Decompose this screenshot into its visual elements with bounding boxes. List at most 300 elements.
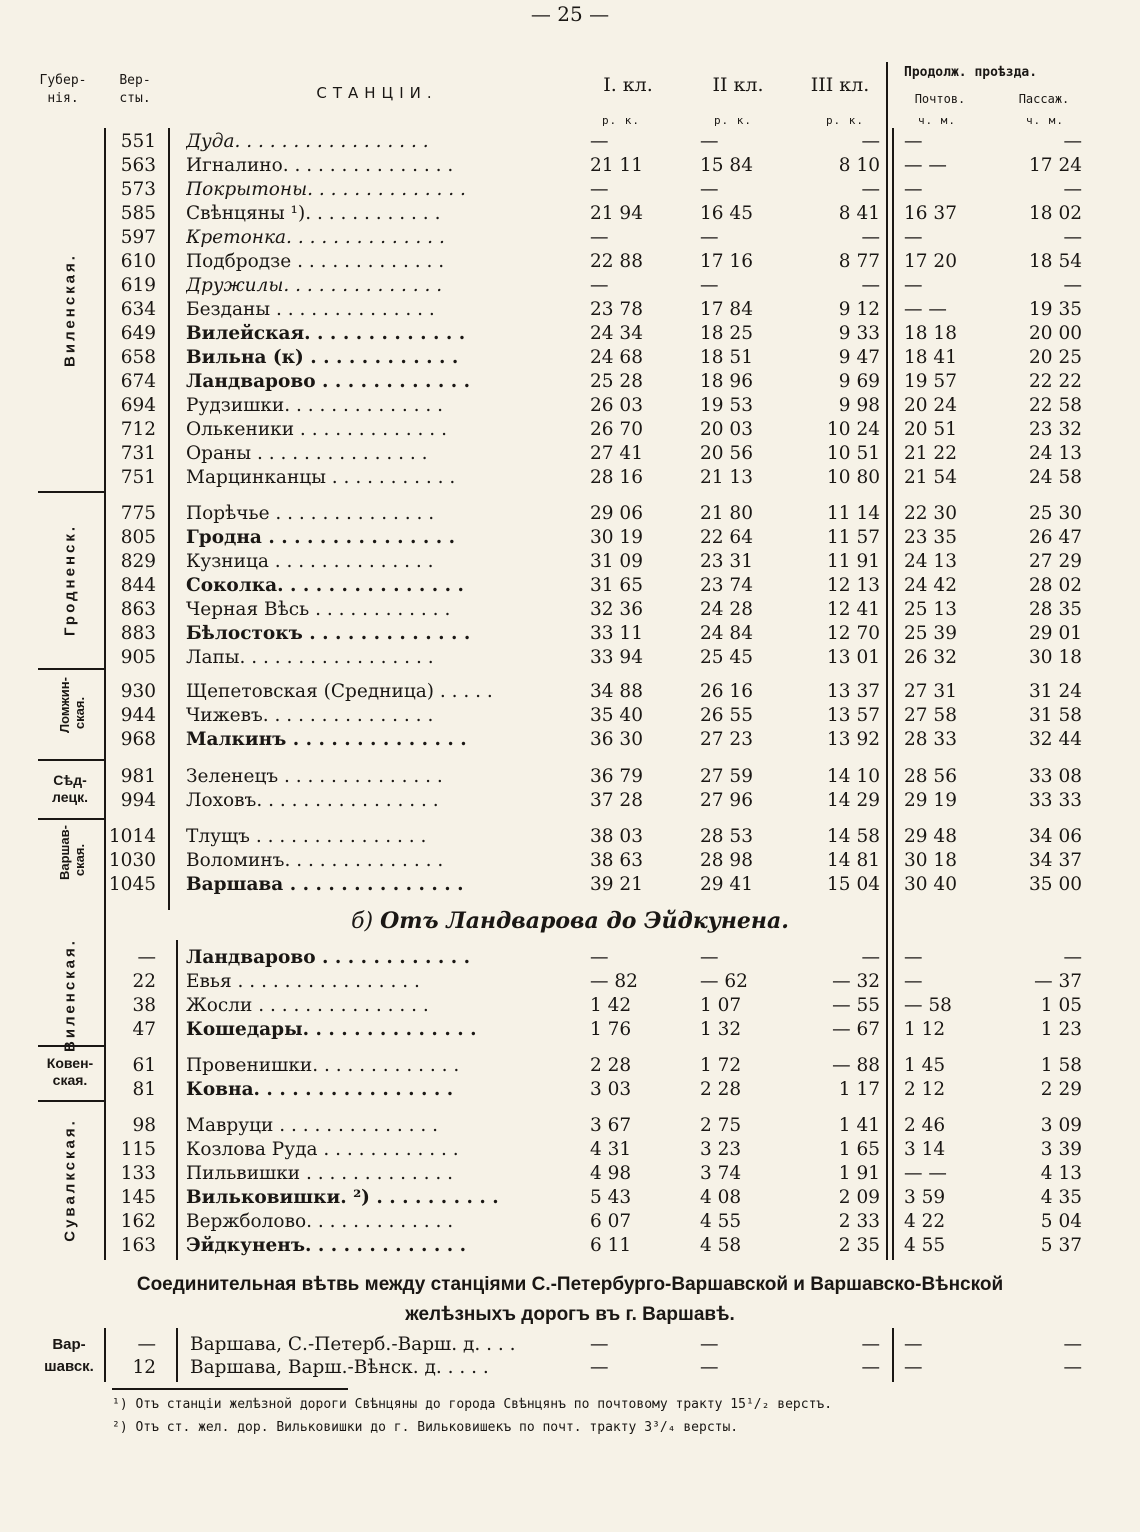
fare-class-1-cell: 39 21 — [590, 874, 643, 895]
duration-passenger-cell: 34 06 — [1029, 826, 1082, 847]
duration-postal-cell: 1 12 — [904, 1019, 946, 1040]
verst-cell: 694 — [120, 395, 156, 416]
table-row — [0, 130, 1140, 154]
station-name-cell: Вержболово. . . . . . . . . . . . . — [186, 1211, 454, 1232]
fare-class-1-cell: — 82 — [590, 971, 638, 992]
duration-postal-cell: 29 19 — [904, 790, 957, 811]
station-name-cell: Лапы. . . . . . . . . . . . . . . . . — [186, 647, 434, 668]
duration-passenger-cell: 1 58 — [1040, 1055, 1082, 1076]
fare-class-3-cell: — — [861, 131, 880, 152]
fare-class-3-cell: 1 17 — [838, 1079, 880, 1100]
section-b-title: Отъ Ландварова до Эйдкунена. — [380, 908, 789, 934]
duration-passenger-cell: 22 22 — [1029, 371, 1082, 392]
verst-cell: 944 — [120, 705, 156, 726]
station-name-cell: Эйдкуненъ. . . . . . . . . . . . . — [186, 1235, 467, 1256]
fare-class-2-cell: 23 31 — [700, 551, 753, 572]
verst-cell: — — [137, 1334, 156, 1355]
verst-cell: 674 — [120, 371, 156, 392]
fare-class-3-cell: 15 04 — [827, 874, 880, 895]
duration-postal-cell: 2 12 — [904, 1079, 946, 1100]
table-row — [0, 1162, 1140, 1186]
duration-passenger-cell: 3 09 — [1040, 1115, 1082, 1136]
verst-cell: 1030 — [108, 850, 156, 871]
station-name-cell: Варшава, Варш.-Вѣнск. д. . . . . — [190, 1357, 489, 1378]
table-row — [0, 789, 1140, 813]
verst-cell: 829 — [120, 551, 156, 572]
table-row — [0, 1333, 1140, 1357]
verst-cell: 115 — [120, 1139, 156, 1160]
duration-passenger-cell: — — [1063, 947, 1082, 968]
gov-lomzhinskaya: Ломжин- ская. — [57, 677, 87, 733]
station-name-cell: Козлова Руда . . . . . . . . . . . . — [186, 1139, 459, 1160]
verst-cell: 619 — [120, 275, 156, 296]
station-name-cell: Дружилы. . . . . . . . . . . . . . — [186, 275, 443, 296]
table-row — [0, 274, 1140, 298]
fare-class-2-cell: — — [700, 1334, 719, 1355]
fare-class-2-cell: 24 84 — [700, 623, 753, 644]
verst-cell: 634 — [120, 299, 156, 320]
duration-postal-cell: — — — [904, 1163, 947, 1184]
fare-class-2-cell: 20 03 — [700, 419, 753, 440]
table-row — [0, 1078, 1140, 1102]
duration-passenger-cell: 30 18 — [1029, 647, 1082, 668]
fare-class-1-cell: 29 06 — [590, 503, 643, 524]
fare-class-3-cell: 8 77 — [838, 251, 880, 272]
header-rub-kop-2: р. к. — [713, 114, 753, 127]
verst-cell: 162 — [120, 1211, 156, 1232]
fare-class-1-cell: — — [590, 1357, 609, 1378]
duration-passenger-cell: 32 44 — [1029, 729, 1082, 750]
duration-postal-cell: 23 35 — [904, 527, 957, 548]
fare-class-3-cell: 10 80 — [827, 467, 880, 488]
duration-postal-cell: 18 41 — [904, 347, 957, 368]
verst-cell: 551 — [120, 131, 156, 152]
verst-cell: 61 — [132, 1055, 156, 1076]
duration-postal-cell: 16 37 — [904, 203, 957, 224]
table-row — [0, 1018, 1140, 1042]
duration-passenger-cell: — — [1063, 275, 1082, 296]
fare-class-3-cell: 14 29 — [827, 790, 880, 811]
fare-class-3-cell: 2 35 — [838, 1235, 880, 1256]
fare-class-2-cell: 2 28 — [700, 1079, 742, 1100]
fare-class-2-cell: 1 72 — [700, 1055, 742, 1076]
header-passenger: Пассаж. — [1018, 92, 1070, 106]
verst-cell: 98 — [132, 1115, 156, 1136]
duration-passenger-cell: 27 29 — [1029, 551, 1082, 572]
verst-cell: 775 — [120, 503, 156, 524]
fare-class-1-cell: 25 28 — [590, 371, 643, 392]
verst-cell: 844 — [120, 575, 156, 596]
duration-passenger-cell: 23 32 — [1029, 419, 1082, 440]
section-b-prefix: б) — [351, 909, 374, 934]
station-name-cell: Чижевъ. . . . . . . . . . . . . . . — [186, 705, 434, 726]
station-name-cell: Кретонка. . . . . . . . . . . . . . — [186, 227, 445, 248]
station-name-cell: Пильвишки . . . . . . . . . . . . . — [186, 1163, 454, 1184]
fare-class-2-cell: 28 98 — [700, 850, 753, 871]
fare-class-1-cell: 38 63 — [590, 850, 643, 871]
station-name-cell: Кузница . . . . . . . . . . . . . . — [186, 551, 434, 572]
duration-postal-cell: — 58 — [904, 995, 952, 1016]
verst-cell: — — [137, 947, 156, 968]
fare-class-1-cell: — — [590, 1334, 609, 1355]
fare-class-2-cell: — 62 — [700, 971, 748, 992]
fare-class-1-cell: 1 76 — [590, 1019, 632, 1040]
duration-postal-cell: 25 13 — [904, 599, 957, 620]
station-name-cell: Вильна (к) . . . . . . . . . . . . — [186, 347, 459, 368]
fare-class-2-cell: 4 58 — [700, 1235, 742, 1256]
table-row — [0, 1054, 1140, 1078]
duration-postal-cell: 24 13 — [904, 551, 957, 572]
fare-class-1-cell: — — [590, 227, 609, 248]
header-versty-line1: Вер- — [119, 73, 151, 88]
table-row — [0, 370, 1140, 394]
header-versty — [104, 72, 166, 108]
header-class-3: III кл. — [810, 74, 870, 96]
header-gubernia-line2: нія. — [47, 91, 79, 106]
fare-class-2-cell: — — [700, 131, 719, 152]
fare-class-1-cell: 34 88 — [590, 681, 643, 702]
station-name-cell: Зеленецъ . . . . . . . . . . . . . . — [186, 766, 443, 787]
fare-class-1-cell: 36 30 — [590, 729, 643, 750]
duration-postal-cell: — — [904, 1334, 923, 1355]
fare-class-2-cell: 24 28 — [700, 599, 753, 620]
duration-postal-cell: — — [904, 131, 923, 152]
fare-class-2-cell: 27 23 — [700, 729, 753, 750]
table-row — [0, 502, 1140, 526]
table-row — [0, 1356, 1140, 1380]
fare-class-1-cell: 35 40 — [590, 705, 643, 726]
fare-class-1-cell: — — [590, 275, 609, 296]
table-row — [0, 849, 1140, 873]
fare-class-3-cell: — 67 — [832, 1019, 880, 1040]
table-row — [0, 442, 1140, 466]
duration-postal-cell: — — [904, 947, 923, 968]
station-name-cell: Вильковишки. ²) . . . . . . . . . . — [186, 1187, 499, 1208]
duration-postal-cell: 4 55 — [904, 1235, 946, 1256]
duration-postal-cell: 29 48 — [904, 826, 957, 847]
station-name-cell: Евья . . . . . . . . . . . . . . . . — [186, 971, 420, 992]
fare-class-3-cell: 9 33 — [838, 323, 880, 344]
station-name-cell: Воломинъ. . . . . . . . . . . . . . — [186, 850, 444, 871]
duration-postal-cell: 28 56 — [904, 766, 957, 787]
station-name-cell: Гродна . . . . . . . . . . . . . . . — [186, 527, 456, 548]
fare-class-3-cell: 11 14 — [827, 503, 880, 524]
table-row — [0, 622, 1140, 646]
fare-class-3-cell: — 55 — [832, 995, 880, 1016]
station-name-cell: Подбродзе . . . . . . . . . . . . . — [186, 251, 445, 272]
fare-class-1-cell: 38 03 — [590, 826, 643, 847]
table-row — [0, 346, 1140, 370]
header-postal: Почтов. — [914, 92, 966, 106]
duration-postal-cell: — — — [904, 155, 947, 176]
duration-passenger-cell: 31 58 — [1029, 705, 1082, 726]
fare-class-3-cell: 9 47 — [838, 347, 880, 368]
duration-postal-cell: 4 22 — [904, 1211, 946, 1232]
fare-class-3-cell: 8 41 — [838, 203, 880, 224]
station-name-cell: Варшава . . . . . . . . . . . . . . — [186, 874, 464, 895]
fare-class-3-cell: 13 57 — [827, 705, 880, 726]
verst-cell: 905 — [120, 647, 156, 668]
station-name-cell: Малкинъ . . . . . . . . . . . . . . — [186, 729, 467, 750]
table-row — [0, 178, 1140, 202]
verst-cell: 133 — [120, 1163, 156, 1184]
duration-passenger-cell: 24 58 — [1029, 467, 1082, 488]
fare-class-2-cell: 4 55 — [700, 1211, 742, 1232]
fare-class-2-cell: — — [700, 227, 719, 248]
verst-cell: 930 — [120, 681, 156, 702]
fare-class-2-cell: 20 56 — [700, 443, 753, 464]
table-row — [0, 704, 1140, 728]
fare-class-3-cell: 8 10 — [838, 155, 880, 176]
fare-class-2-cell: 16 45 — [700, 203, 753, 224]
fare-class-3-cell: 1 41 — [838, 1115, 880, 1136]
table-row — [0, 646, 1140, 670]
verst-cell: 968 — [120, 729, 156, 750]
duration-postal-cell: 26 32 — [904, 647, 957, 668]
fare-class-2-cell: 28 53 — [700, 826, 753, 847]
rule-gov-4 — [38, 818, 104, 820]
duration-postal-cell: 24 42 — [904, 575, 957, 596]
fare-class-1-cell: 36 79 — [590, 766, 643, 787]
fare-class-2-cell: 1 32 — [700, 1019, 742, 1040]
duration-passenger-cell: 20 00 — [1029, 323, 1082, 344]
duration-passenger-cell: — — [1063, 1334, 1082, 1355]
fare-class-2-cell: 21 13 — [700, 467, 753, 488]
fare-class-1-cell: 26 70 — [590, 419, 643, 440]
station-name-cell: Ландварово . . . . . . . . . . . . — [186, 371, 471, 392]
fare-class-3-cell: — — [861, 1357, 880, 1378]
fare-class-2-cell: 19 53 — [700, 395, 753, 416]
page-number: — 25 — — [530, 2, 610, 26]
station-name-cell: Тлущъ . . . . . . . . . . . . . . . — [186, 826, 427, 847]
fare-class-3-cell: 13 92 — [827, 729, 880, 750]
fare-class-1-cell: 22 88 — [590, 251, 643, 272]
fare-class-1-cell: 27 41 — [590, 443, 643, 464]
table-row — [0, 526, 1140, 550]
verst-cell: 145 — [120, 1187, 156, 1208]
header-class-2: II кл. — [712, 74, 764, 96]
duration-postal-cell: 22 30 — [904, 503, 957, 524]
table-row — [0, 154, 1140, 178]
table-row — [0, 970, 1140, 994]
rule-gov-3 — [38, 759, 104, 761]
duration-passenger-cell: — — [1063, 131, 1082, 152]
connecting-branch-title — [60, 1270, 1080, 1330]
fare-class-3-cell: 12 41 — [827, 599, 880, 620]
fare-class-1-cell: 3 67 — [590, 1115, 632, 1136]
duration-postal-cell: — — — [904, 299, 947, 320]
fare-class-3-cell: — — [861, 947, 880, 968]
table-row — [0, 825, 1140, 849]
footnote-1: ¹) Отъ станціи желѣзной дороги Свѣнцяны до города Свѣнцянъ по почтовому тракту 15¹/₂ верстъ. — [112, 1397, 833, 1412]
fare-class-1-cell: 33 94 — [590, 647, 643, 668]
verst-cell: 47 — [132, 1019, 156, 1040]
table-row — [0, 574, 1140, 598]
fare-class-3-cell: 11 91 — [827, 551, 880, 572]
section-b-heading — [0, 908, 1140, 934]
connecting-title-line1: Соединительная вѣтвь между станціями С.-Петербурго-Варшавской и Варшавско-Вѣнской — [136, 1274, 1004, 1295]
fare-class-1-cell: 23 78 — [590, 299, 643, 320]
fare-class-1-cell: 21 94 — [590, 203, 643, 224]
fare-class-2-cell: — — [700, 179, 719, 200]
table-row — [0, 322, 1140, 346]
duration-postal-cell: 3 59 — [904, 1187, 946, 1208]
station-name-cell: Ораны . . . . . . . . . . . . . . . — [186, 443, 428, 464]
fare-class-3-cell: 2 33 — [838, 1211, 880, 1232]
fare-class-2-cell: 22 64 — [700, 527, 753, 548]
duration-postal-cell: — — [904, 971, 923, 992]
rule-gov-1 — [38, 491, 104, 493]
fare-class-3-cell: 2 09 — [838, 1187, 880, 1208]
fare-class-3-cell: 13 01 — [827, 647, 880, 668]
duration-postal-cell: 21 54 — [904, 467, 957, 488]
duration-postal-cell: 18 18 — [904, 323, 957, 344]
duration-passenger-cell: 19 35 — [1029, 299, 1082, 320]
duration-postal-cell: — — [904, 179, 923, 200]
fare-class-1-cell: 30 19 — [590, 527, 643, 548]
fare-class-3-cell: 14 10 — [827, 766, 880, 787]
verst-cell: 563 — [120, 155, 156, 176]
station-name-cell: Олькеники . . . . . . . . . . . . . — [186, 419, 447, 440]
station-name-cell: Соколка. . . . . . . . . . . . . . . — [186, 575, 464, 596]
duration-postal-cell: 27 31 — [904, 681, 957, 702]
fare-class-1-cell: 2 28 — [590, 1055, 632, 1076]
duration-passenger-cell: 4 35 — [1040, 1187, 1082, 1208]
station-name-cell: Дуда. . . . . . . . . . . . . . . . . — [186, 131, 429, 152]
duration-passenger-cell: 1 05 — [1040, 995, 1082, 1016]
table-row — [0, 728, 1140, 752]
verst-cell: 610 — [120, 251, 156, 272]
fare-class-3-cell: 1 91 — [838, 1163, 880, 1184]
fare-class-3-cell: 12 70 — [827, 623, 880, 644]
verst-cell: 163 — [120, 1235, 156, 1256]
gov-kovenskaya: Ковен- ская. — [46, 1055, 94, 1088]
footnote-rule — [112, 1388, 348, 1390]
table-row — [0, 1186, 1140, 1210]
duration-postal-cell: 30 40 — [904, 874, 957, 895]
duration-postal-cell: 28 33 — [904, 729, 957, 750]
duration-passenger-cell: 18 54 — [1029, 251, 1082, 272]
duration-passenger-cell: 4 13 — [1040, 1163, 1082, 1184]
duration-postal-cell: 21 22 — [904, 443, 957, 464]
table-row — [0, 226, 1140, 250]
fare-class-1-cell: 26 03 — [590, 395, 643, 416]
header-hm-postal: ч. м. — [917, 114, 957, 127]
duration-passenger-cell: 31 24 — [1029, 681, 1082, 702]
fare-class-2-cell: 27 96 — [700, 790, 753, 811]
fare-class-2-cell: 15 84 — [700, 155, 753, 176]
fare-class-3-cell: 9 12 — [838, 299, 880, 320]
duration-passenger-cell: 26 47 — [1029, 527, 1082, 548]
fare-class-3-cell: 1 65 — [838, 1139, 880, 1160]
fare-class-2-cell: — — [700, 1357, 719, 1378]
fare-class-2-cell: 26 55 — [700, 705, 753, 726]
duration-postal-cell: 17 20 — [904, 251, 957, 272]
header-rub-kop-3: р. к. — [825, 114, 865, 127]
station-name-cell: Лоховъ. . . . . . . . . . . . . . . . — [186, 790, 439, 811]
station-name-cell: Провенишки. . . . . . . . . . . . . — [186, 1055, 460, 1076]
table-row — [0, 680, 1140, 704]
fare-class-2-cell: — — [700, 947, 719, 968]
fare-class-3-cell: 10 51 — [827, 443, 880, 464]
station-name-cell: Покрытоны. . . . . . . . . . . . . . — [186, 179, 466, 200]
fare-class-1-cell: 28 16 — [590, 467, 643, 488]
fare-class-2-cell: 21 80 — [700, 503, 753, 524]
fare-class-3-cell: — 88 — [832, 1055, 880, 1076]
fare-class-1-cell: 37 28 — [590, 790, 643, 811]
duration-passenger-cell: 33 33 — [1029, 790, 1082, 811]
verst-cell: 805 — [120, 527, 156, 548]
fare-class-2-cell: 17 84 — [700, 299, 753, 320]
station-name-cell: Ковна. . . . . . . . . . . . . . . . — [186, 1079, 454, 1100]
footnote-2: ²) Отъ ст. жел. дор. Вильковишки до г. Вильковишекъ по почт. тракту 3³/₄ версты. — [112, 1420, 739, 1435]
duration-passenger-cell: — — [1063, 1357, 1082, 1378]
fare-class-3-cell: — 32 — [832, 971, 880, 992]
station-name-cell: Вилейская. . . . . . . . . . . . . — [186, 323, 466, 344]
fare-class-1-cell: — — [590, 131, 609, 152]
table-row — [0, 765, 1140, 789]
duration-passenger-cell: — — [1063, 227, 1082, 248]
verst-cell: 883 — [120, 623, 156, 644]
fare-class-1-cell: 4 98 — [590, 1163, 632, 1184]
gov-vilenskaya: Виленская. — [61, 253, 79, 367]
fare-class-3-cell: 9 98 — [838, 395, 880, 416]
verst-cell: 597 — [120, 227, 156, 248]
verst-cell: 981 — [120, 766, 156, 787]
fare-class-2-cell: 27 59 — [700, 766, 753, 787]
connecting-title-line2: желѣзныхъ дорогъ въ г. Варшавѣ. — [405, 1304, 735, 1325]
duration-passenger-cell: 28 35 — [1029, 599, 1082, 620]
verst-cell: 38 — [132, 995, 156, 1016]
fare-class-1-cell: — — [590, 947, 609, 968]
fare-class-3-cell: 12 13 — [827, 575, 880, 596]
verst-cell: 22 — [132, 971, 156, 992]
duration-passenger-cell: 17 24 — [1029, 155, 1082, 176]
duration-postal-cell: 3 14 — [904, 1139, 946, 1160]
verst-cell: 994 — [120, 790, 156, 811]
duration-passenger-cell: 18 02 — [1029, 203, 1082, 224]
table-row — [0, 394, 1140, 418]
table-row — [0, 1114, 1140, 1138]
verst-cell: 12 — [132, 1357, 156, 1378]
station-name-cell: Варшава, С.-Петерб.-Варш. д. . . . — [190, 1334, 516, 1355]
duration-passenger-cell: 29 01 — [1029, 623, 1082, 644]
duration-passenger-cell: 35 00 — [1029, 874, 1082, 895]
fare-class-2-cell: 17 16 — [700, 251, 753, 272]
station-name-cell: Жосли . . . . . . . . . . . . . . . — [186, 995, 429, 1016]
duration-postal-cell: — — [904, 1357, 923, 1378]
station-name-cell: Свѣнцяны ¹). . . . . . . . . . . . — [186, 203, 441, 224]
table-row — [0, 250, 1140, 274]
verst-cell: 712 — [120, 419, 156, 440]
table-row — [0, 994, 1140, 1018]
duration-postal-cell: 1 45 — [904, 1055, 946, 1076]
station-name-cell: Мавруци . . . . . . . . . . . . . . — [186, 1115, 438, 1136]
fare-class-2-cell: 18 25 — [700, 323, 753, 344]
fare-class-3-cell: — — [861, 179, 880, 200]
fare-class-3-cell: — — [861, 275, 880, 296]
duration-passenger-cell: 2 29 — [1040, 1079, 1082, 1100]
verst-cell: 1045 — [108, 874, 156, 895]
fare-class-1-cell: — — [590, 179, 609, 200]
verst-cell: 863 — [120, 599, 156, 620]
station-name-cell: Кошедары. . . . . . . . . . . . . . — [186, 1019, 477, 1040]
fare-class-3-cell: — — [861, 1334, 880, 1355]
gov-suvalkskaya: Сувалкская. — [61, 1118, 79, 1242]
verst-cell: 731 — [120, 443, 156, 464]
duration-passenger-cell: — 37 — [1034, 971, 1082, 992]
station-name-cell: Черная Вѣсь . . . . . . . . . . . . — [186, 599, 451, 620]
